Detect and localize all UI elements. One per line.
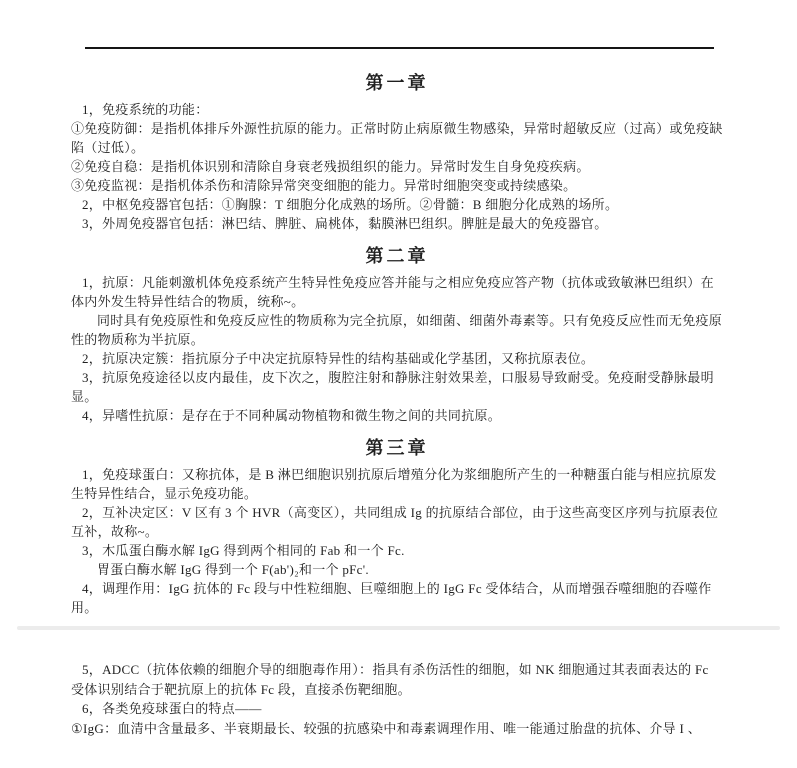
chapter-1-heading: 第一章 bbox=[365, 73, 429, 93]
continuation-content bbox=[71, 660, 723, 738]
chapter-3-heading: 第三章 bbox=[365, 438, 429, 458]
paragraph: 4，调理作用：IgG 抗体的 Fc 段与中性粒细胞、巨噬细胞上的 IgG Fc 受体结合，从而增强吞噬细胞的吞噬作用。 bbox=[71, 581, 712, 615]
paragraph: 5，ADCC（抗体依赖的细胞介导的细胞毒作用）：指具有杀伤活性的细胞，如 NK 细胞通过其表面表达的 Fc 受体识别结合于靶抗原上的抗体 Fc 段，直接杀伤靶细胞。 bbox=[71, 662, 709, 697]
paragraph: ②免疫自稳：是指机体识别和清除自身衰老残损组织的能力。异常时发生自身免疫疾病。 bbox=[71, 159, 590, 174]
page-break-divider bbox=[17, 626, 780, 630]
chapter-2-heading: 第二章 bbox=[365, 246, 429, 266]
paragraph: ③免疫监视：是指机体杀伤和清除异常突变细胞的能力。异常时细胞突变或持续感染。 bbox=[71, 178, 577, 193]
paragraph: 1，抗原：凡能刺激机体免疫系统产生特异性免疫应答并能与之相应免疫应答产物（抗体或致敏淋巴组织）在体内外发生特异性结合的物质，统称~。 bbox=[71, 275, 714, 309]
paragraph: 2，互补决定区：V 区有 3 个 HVR（高变区），共同组成 Ig 的抗原结合部位，由于这些高变区序列与抗原表位互补，故称~。 bbox=[71, 505, 719, 539]
paragraph: 3，抗原免疫途径以皮内最佳，皮下次之，腹腔注射和静脉注射效果差，口服易导致耐受。免疫耐受静脉最明显。 bbox=[71, 370, 714, 404]
paragraph: 1，免疫系统的功能： bbox=[82, 102, 209, 117]
paragraph: 同时具有免疫原性和免疫反应性的物质称为完全抗原，如细菌、细菌外毒素等。只有免疫反应性而无免疫原性的物质称为半抗原。 bbox=[71, 313, 723, 347]
paragraph: 4，异嗜性抗原：是存在于不同种属动物植物和微生物之间的共同抗原。 bbox=[82, 408, 502, 423]
paragraph: 2，中枢免疫器官包括：①胸腺：T 细胞分化成熟的场所。②骨髓：B 细胞分化成熟的场所。 bbox=[82, 197, 619, 212]
paragraph: 3，木瓜蛋白酶水解 IgG 得到两个相同的 Fab 和一个 Fc. bbox=[82, 543, 405, 558]
paragraph: 1，免疫球蛋白：又称抗体，是 B 淋巴细胞识别抗原后增殖分化为浆细胞所产生的一种糖蛋白能与相应抗原发生特异性结合，显示免疫功能。 bbox=[71, 467, 717, 501]
document-content bbox=[71, 73, 723, 617]
paragraph: ①免疫防御：是指机体排斥外源性抗原的能力。正常时防止病原微生物感染，异常时超敏反应（过高）或免疫缺陷（过低）。 bbox=[71, 121, 723, 155]
paragraph: 6，各类免疫球蛋白的特点—— bbox=[82, 701, 262, 716]
paragraph: 胃蛋白酶水解 IgG 得到一个 F(ab')₂和一个 pFc'. bbox=[97, 562, 369, 577]
header-rule bbox=[85, 47, 714, 49]
paragraph: 3，外周免疫器官包括：淋巴结、脾脏、扁桃体，黏膜淋巴组织。脾脏是最大的免疫器官。 bbox=[82, 216, 608, 231]
paragraph: 2，抗原决定簇：指抗原分子中决定抗原特异性的结构基础或化学基团，又称抗原表位。 bbox=[82, 351, 595, 366]
paragraph: ①IgG：血清中含量最多、半衰期最长、较强的抗感染中和毒素调理作用、唯一能通过胎盘的抗体、介导 I 、 bbox=[71, 720, 702, 736]
